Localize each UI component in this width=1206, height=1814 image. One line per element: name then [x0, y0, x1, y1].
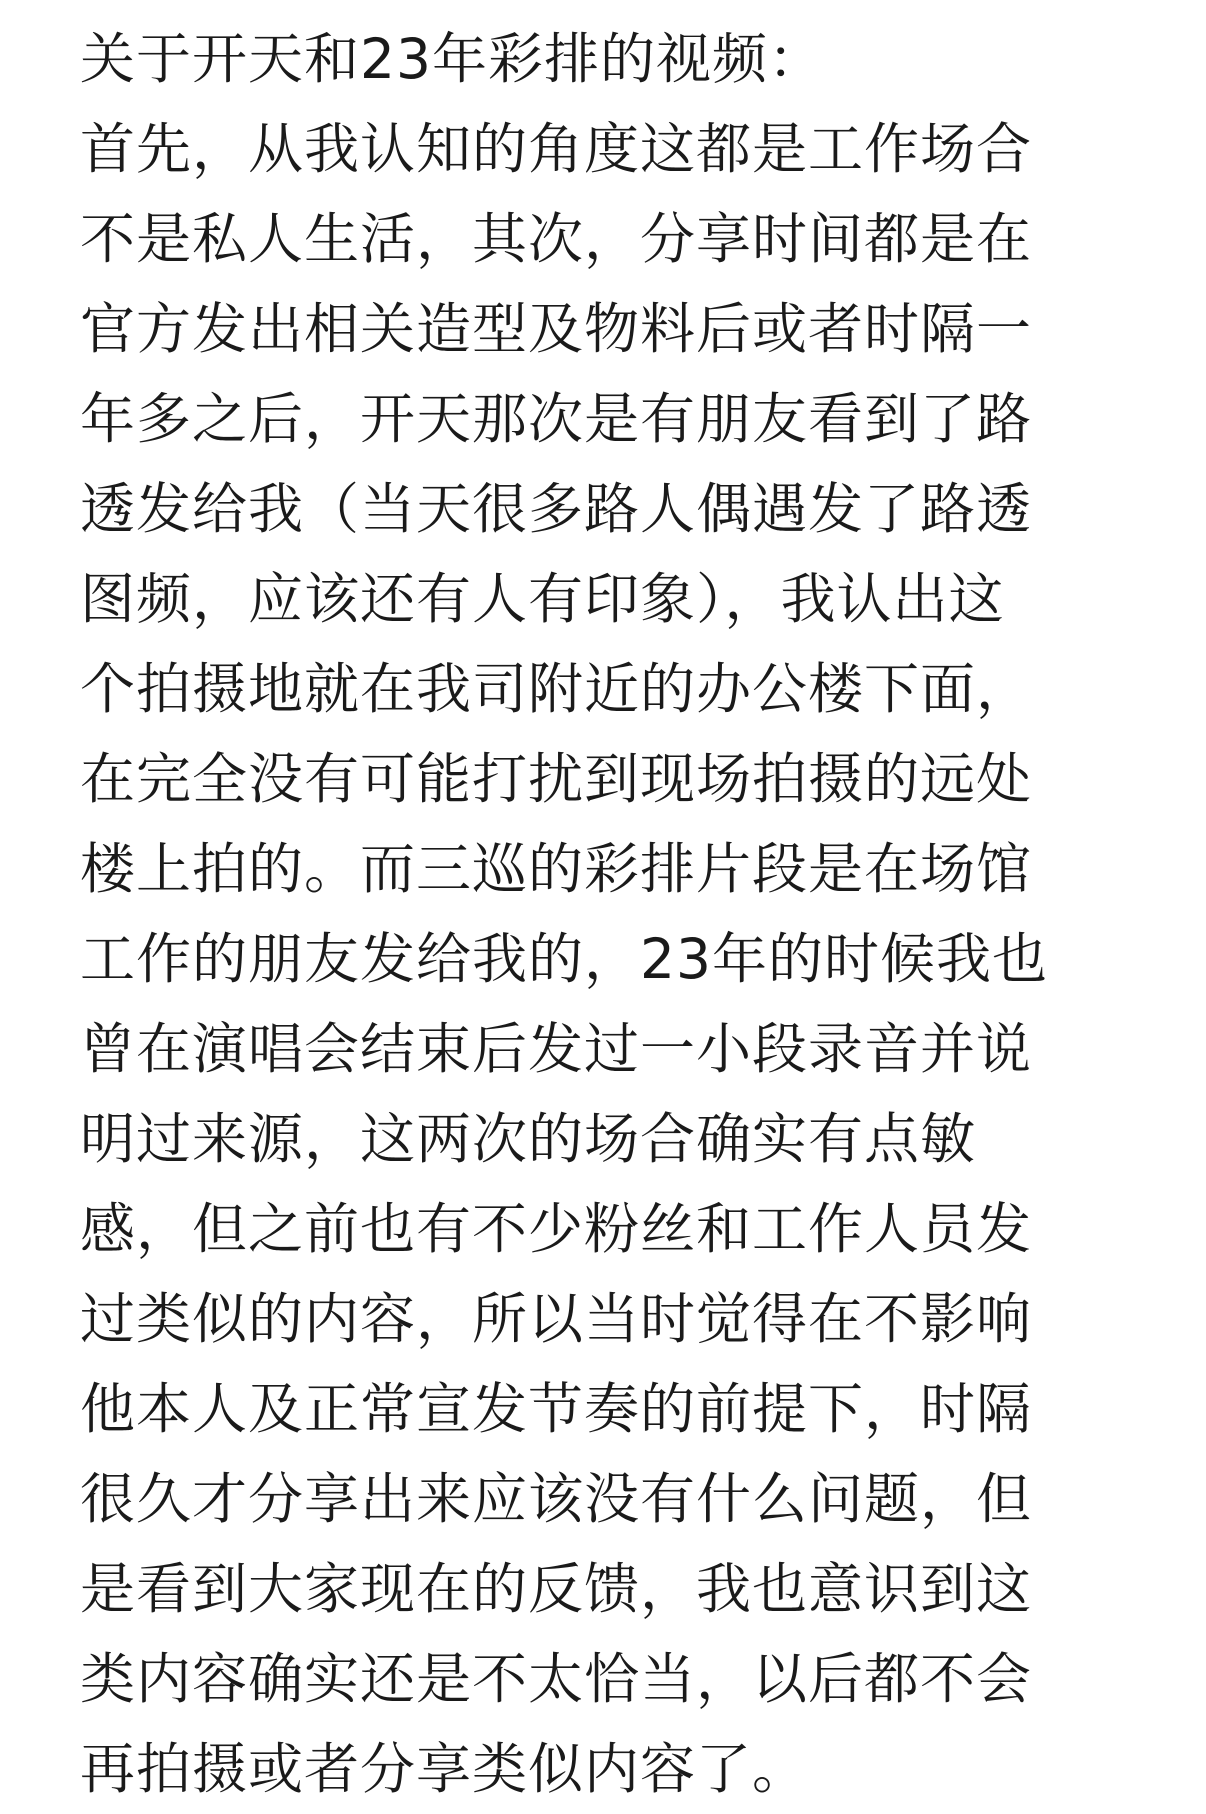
text-line: 楼上拍的。而三巡的彩排片段是在场馆: [80, 837, 1033, 901]
text-line: 首先，从我认知的角度这都是工作场合: [80, 117, 1033, 181]
text-line: 官方发出相关造型及物料后或者时隔一: [80, 297, 1033, 361]
text-line: 个拍摄地就在我司附近的办公楼下面，: [80, 657, 1033, 721]
text-line: 明过来源，这两次的场合确实有点敏: [80, 1107, 977, 1171]
text-line-cut-off: 再拍摄或者分享类似内容了。: [80, 1737, 809, 1801]
text-line: 曾在演唱会结束后发过一小段录音并说: [80, 1017, 1033, 1081]
text-line: 过类似的内容，所以当时觉得在不影响: [80, 1287, 1033, 1351]
text-line-title: 关于开天和23年彩排的视频：: [80, 27, 824, 91]
text-line: 是看到大家现在的反馈，我也意识到这: [80, 1557, 1033, 1621]
text-line: 不是私人生活，其次，分享时间都是在: [80, 207, 1033, 271]
text-line: 图频，应该还有人有印象），我认出这: [80, 567, 1005, 631]
text-line: 很久才分享出来应该没有什么问题，但: [80, 1467, 1033, 1531]
statement-text: [80, 14, 1190, 1814]
text-line: 在完全没有可能打扰到现场拍摄的远处: [80, 747, 1033, 811]
text-line: 透发给我（当天很多路人偶遇发了路透: [80, 477, 1033, 541]
text-line: 年多之后，开天那次是有朋友看到了路: [80, 387, 1033, 451]
text-line: 他本人及正常宣发节奏的前提下，时隔: [80, 1377, 1033, 1441]
text-line: 类内容确实还是不太恰当，以后都不会: [80, 1647, 1033, 1711]
text-line: 感，但之前也有不少粉丝和工作人员发: [80, 1197, 1033, 1261]
text-line: 工作的朋友发给我的，23年的时候我也: [80, 927, 1048, 991]
